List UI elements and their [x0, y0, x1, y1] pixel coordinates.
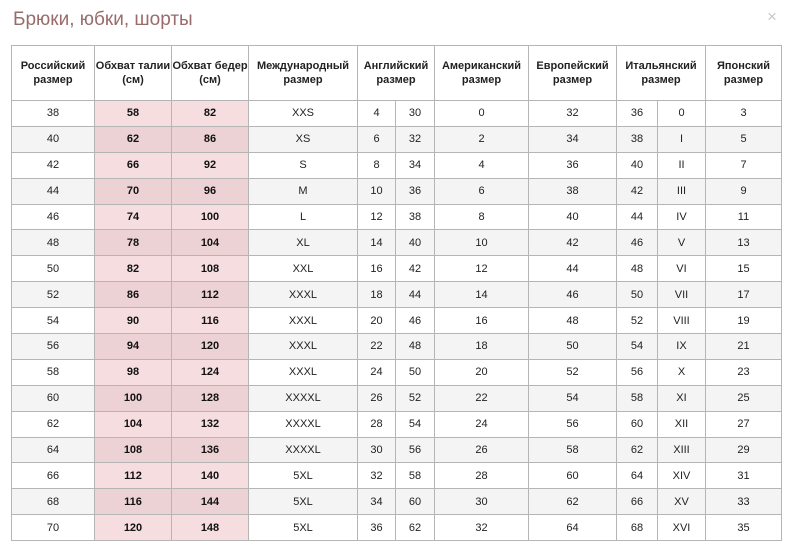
cell-italian-size-roman: III: [658, 178, 706, 204]
cell-english-size-a: 12: [358, 204, 396, 230]
cell-english-size-b: 42: [396, 256, 435, 282]
table-row: [12, 463, 782, 489]
cell-russian-size: 68: [12, 489, 95, 515]
cell-english-size-a: 36: [358, 515, 396, 541]
cell-american-size: 30: [435, 489, 529, 515]
cell-international-size: XXXL: [249, 359, 358, 385]
cell-international-size: L: [249, 204, 358, 230]
table-row: [12, 256, 782, 282]
cell-english-size-b: 32: [396, 126, 435, 152]
cell-italian-size-roman: XVI: [658, 515, 706, 541]
header-japanese-size: Японский размер: [706, 46, 782, 101]
cell-italian-size-num: 56: [617, 359, 658, 385]
cell-hips: 148: [172, 515, 249, 541]
cell-italian-size-roman: XII: [658, 411, 706, 437]
cell-japanese-size: 3: [706, 101, 782, 127]
table-body: [12, 101, 782, 541]
cell-russian-size: 52: [12, 282, 95, 308]
cell-international-size: XXL: [249, 256, 358, 282]
cell-japanese-size: 17: [706, 282, 782, 308]
cell-american-size: 12: [435, 256, 529, 282]
cell-american-size: 0: [435, 101, 529, 127]
cell-japanese-size: 21: [706, 334, 782, 360]
cell-italian-size-num: 68: [617, 515, 658, 541]
cell-english-size-a: 34: [358, 489, 396, 515]
cell-european-size: 40: [529, 204, 617, 230]
cell-italian-size-roman: IX: [658, 334, 706, 360]
cell-european-size: 64: [529, 515, 617, 541]
table-row: [12, 204, 782, 230]
cell-european-size: 42: [529, 230, 617, 256]
cell-japanese-size: 35: [706, 515, 782, 541]
table-row: [12, 359, 782, 385]
table-row: [12, 178, 782, 204]
cell-japanese-size: 23: [706, 359, 782, 385]
cell-italian-size-roman: XI: [658, 385, 706, 411]
cell-english-size-a: 28: [358, 411, 396, 437]
cell-english-size-b: 34: [396, 152, 435, 178]
cell-russian-size: 56: [12, 334, 95, 360]
cell-italian-size-num: 52: [617, 308, 658, 334]
cell-italian-size-roman: VI: [658, 256, 706, 282]
cell-waist: 116: [95, 489, 172, 515]
cell-waist: 58: [95, 101, 172, 127]
cell-hips: 96: [172, 178, 249, 204]
cell-russian-size: 60: [12, 385, 95, 411]
cell-american-size: 28: [435, 463, 529, 489]
cell-english-size-a: 26: [358, 385, 396, 411]
cell-european-size: 38: [529, 178, 617, 204]
cell-international-size: XL: [249, 230, 358, 256]
cell-italian-size-num: 44: [617, 204, 658, 230]
cell-american-size: 6: [435, 178, 529, 204]
cell-american-size: 24: [435, 411, 529, 437]
cell-international-size: XXXL: [249, 308, 358, 334]
cell-european-size: 46: [529, 282, 617, 308]
cell-hips: 120: [172, 334, 249, 360]
cell-international-size: XXXXL: [249, 385, 358, 411]
table-row: [12, 411, 782, 437]
header-hips: Обхват бедер (см): [172, 46, 249, 101]
cell-italian-size-roman: V: [658, 230, 706, 256]
cell-italian-size-roman: II: [658, 152, 706, 178]
cell-japanese-size: 33: [706, 489, 782, 515]
cell-american-size: 4: [435, 152, 529, 178]
cell-english-size-a: 16: [358, 256, 396, 282]
cell-english-size-a: 24: [358, 359, 396, 385]
cell-international-size: XXS: [249, 101, 358, 127]
cell-italian-size-roman: XIII: [658, 437, 706, 463]
cell-italian-size-num: 62: [617, 437, 658, 463]
cell-english-size-b: 50: [396, 359, 435, 385]
cell-american-size: 14: [435, 282, 529, 308]
cell-japanese-size: 5: [706, 126, 782, 152]
cell-japanese-size: 31: [706, 463, 782, 489]
cell-italian-size-num: 54: [617, 334, 658, 360]
cell-european-size: 32: [529, 101, 617, 127]
cell-english-size-a: 30: [358, 437, 396, 463]
cell-italian-size-num: 58: [617, 385, 658, 411]
cell-hips: 140: [172, 463, 249, 489]
header-english-size: Английский размер: [358, 46, 435, 101]
cell-english-size-a: 18: [358, 282, 396, 308]
cell-hips: 136: [172, 437, 249, 463]
cell-english-size-b: 58: [396, 463, 435, 489]
cell-english-size-a: 32: [358, 463, 396, 489]
cell-waist: 70: [95, 178, 172, 204]
cell-italian-size-roman: IV: [658, 204, 706, 230]
cell-english-size-b: 46: [396, 308, 435, 334]
cell-european-size: 54: [529, 385, 617, 411]
cell-english-size-b: 38: [396, 204, 435, 230]
cell-italian-size-num: 42: [617, 178, 658, 204]
cell-italian-size-num: 66: [617, 489, 658, 515]
cell-italian-size-roman: VII: [658, 282, 706, 308]
cell-english-size-a: 8: [358, 152, 396, 178]
cell-japanese-size: 27: [706, 411, 782, 437]
table-row: [12, 230, 782, 256]
cell-waist: 112: [95, 463, 172, 489]
cell-international-size: XXXL: [249, 334, 358, 360]
header-international-size: Международный размер: [249, 46, 358, 101]
cell-european-size: 44: [529, 256, 617, 282]
cell-english-size-b: 40: [396, 230, 435, 256]
cell-hips: 112: [172, 282, 249, 308]
cell-international-size: XXXL: [249, 282, 358, 308]
cell-european-size: 34: [529, 126, 617, 152]
cell-european-size: 50: [529, 334, 617, 360]
cell-european-size: 52: [529, 359, 617, 385]
cell-international-size: XXXXL: [249, 437, 358, 463]
cell-waist: 98: [95, 359, 172, 385]
cell-international-size: XXXXL: [249, 411, 358, 437]
cell-italian-size-num: 46: [617, 230, 658, 256]
cell-american-size: 20: [435, 359, 529, 385]
cell-international-size: S: [249, 152, 358, 178]
cell-american-size: 16: [435, 308, 529, 334]
table-row: [12, 126, 782, 152]
table-row: [12, 101, 782, 127]
cell-international-size: 5XL: [249, 463, 358, 489]
cell-english-size-a: 6: [358, 126, 396, 152]
cell-waist: 94: [95, 334, 172, 360]
cell-american-size: 18: [435, 334, 529, 360]
cell-russian-size: 58: [12, 359, 95, 385]
cell-european-size: 62: [529, 489, 617, 515]
cell-waist: 86: [95, 282, 172, 308]
cell-russian-size: 54: [12, 308, 95, 334]
header-american-size: Американский размер: [435, 46, 529, 101]
table-row: [12, 437, 782, 463]
cell-english-size-b: 54: [396, 411, 435, 437]
cell-american-size: 32: [435, 515, 529, 541]
cell-english-size-a: 22: [358, 334, 396, 360]
cell-waist: 120: [95, 515, 172, 541]
cell-hips: 104: [172, 230, 249, 256]
cell-english-size-b: 30: [396, 101, 435, 127]
cell-european-size: 48: [529, 308, 617, 334]
cell-english-size-b: 60: [396, 489, 435, 515]
cell-russian-size: 48: [12, 230, 95, 256]
table-row: [12, 385, 782, 411]
cell-hips: 128: [172, 385, 249, 411]
cell-english-size-a: 20: [358, 308, 396, 334]
cell-international-size: XS: [249, 126, 358, 152]
cell-japanese-size: 15: [706, 256, 782, 282]
cell-waist: 74: [95, 204, 172, 230]
cell-hips: 82: [172, 101, 249, 127]
table-row: [12, 515, 782, 541]
cell-hips: 124: [172, 359, 249, 385]
cell-american-size: 2: [435, 126, 529, 152]
cell-russian-size: 38: [12, 101, 95, 127]
cell-american-size: 22: [435, 385, 529, 411]
cell-english-size-a: 4: [358, 101, 396, 127]
cell-english-size-b: 56: [396, 437, 435, 463]
cell-italian-size-num: 60: [617, 411, 658, 437]
cell-international-size: 5XL: [249, 489, 358, 515]
cell-hips: 144: [172, 489, 249, 515]
cell-waist: 100: [95, 385, 172, 411]
cell-english-size-b: 52: [396, 385, 435, 411]
cell-waist: 66: [95, 152, 172, 178]
cell-italian-size-num: 36: [617, 101, 658, 127]
cell-waist: 108: [95, 437, 172, 463]
cell-american-size: 8: [435, 204, 529, 230]
cell-russian-size: 40: [12, 126, 95, 152]
size-table: [11, 45, 782, 541]
cell-italian-size-roman: 0: [658, 101, 706, 127]
cell-hips: 92: [172, 152, 249, 178]
cell-hips: 108: [172, 256, 249, 282]
cell-waist: 90: [95, 308, 172, 334]
cell-russian-size: 66: [12, 463, 95, 489]
cell-hips: 116: [172, 308, 249, 334]
header-waist: Обхват талии (см): [95, 46, 172, 101]
cell-european-size: 36: [529, 152, 617, 178]
cell-italian-size-num: 48: [617, 256, 658, 282]
cell-english-size-a: 14: [358, 230, 396, 256]
cell-italian-size-roman: XIV: [658, 463, 706, 489]
table-row: [12, 282, 782, 308]
cell-italian-size-num: 38: [617, 126, 658, 152]
cell-italian-size-roman: XV: [658, 489, 706, 515]
cell-english-size-a: 10: [358, 178, 396, 204]
header-italian-size: Итальянский размер: [617, 46, 706, 101]
table-row: [12, 334, 782, 360]
cell-italian-size-num: 40: [617, 152, 658, 178]
cell-waist: 78: [95, 230, 172, 256]
cell-japanese-size: 11: [706, 204, 782, 230]
cell-european-size: 58: [529, 437, 617, 463]
cell-waist: 62: [95, 126, 172, 152]
close-icon[interactable]: ×: [767, 7, 777, 26]
cell-hips: 86: [172, 126, 249, 152]
cell-italian-size-roman: X: [658, 359, 706, 385]
cell-japanese-size: 7: [706, 152, 782, 178]
cell-italian-size-roman: VIII: [658, 308, 706, 334]
header-european-size: Европейский размер: [529, 46, 617, 101]
cell-waist: 104: [95, 411, 172, 437]
cell-russian-size: 64: [12, 437, 95, 463]
cell-international-size: M: [249, 178, 358, 204]
table-row: [12, 489, 782, 515]
cell-japanese-size: 29: [706, 437, 782, 463]
cell-european-size: 60: [529, 463, 617, 489]
cell-japanese-size: 19: [706, 308, 782, 334]
cell-italian-size-num: 64: [617, 463, 658, 489]
cell-american-size: 10: [435, 230, 529, 256]
cell-american-size: 26: [435, 437, 529, 463]
cell-japanese-size: 25: [706, 385, 782, 411]
cell-hips: 132: [172, 411, 249, 437]
cell-italian-size-num: 50: [617, 282, 658, 308]
cell-russian-size: 62: [12, 411, 95, 437]
cell-japanese-size: 13: [706, 230, 782, 256]
header-row: [12, 46, 782, 101]
cell-european-size: 56: [529, 411, 617, 437]
cell-russian-size: 70: [12, 515, 95, 541]
cell-hips: 100: [172, 204, 249, 230]
cell-english-size-b: 62: [396, 515, 435, 541]
cell-italian-size-roman: I: [658, 126, 706, 152]
cell-waist: 82: [95, 256, 172, 282]
page-title: Брюки, юбки, шорты: [13, 9, 193, 30]
cell-russian-size: 44: [12, 178, 95, 204]
table-row: [12, 152, 782, 178]
table-row: [12, 308, 782, 334]
cell-english-size-b: 44: [396, 282, 435, 308]
cell-russian-size: 42: [12, 152, 95, 178]
cell-english-size-b: 48: [396, 334, 435, 360]
header-russian-size: Российский размер: [12, 46, 95, 101]
cell-english-size-b: 36: [396, 178, 435, 204]
cell-international-size: 5XL: [249, 515, 358, 541]
cell-russian-size: 46: [12, 204, 95, 230]
cell-russian-size: 50: [12, 256, 95, 282]
cell-japanese-size: 9: [706, 178, 782, 204]
